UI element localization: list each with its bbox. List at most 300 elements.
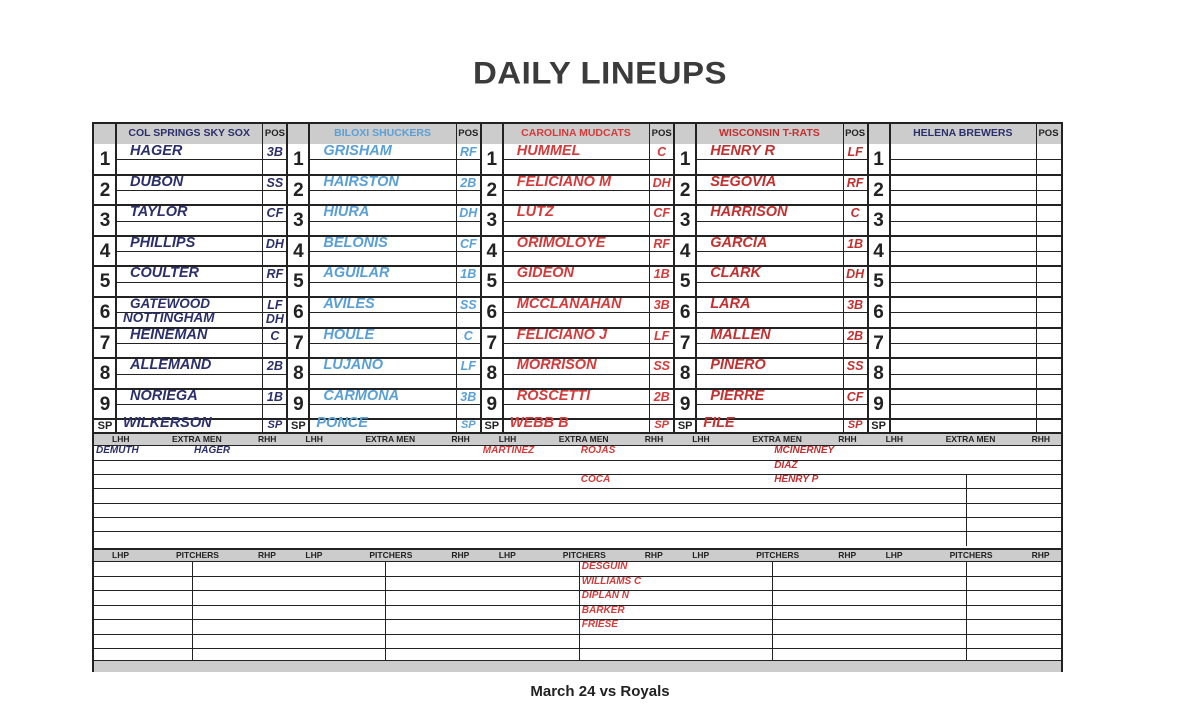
rhp-label: RHP [644,550,663,560]
batting-order-number: 3 [679,210,691,232]
pitchers-row-line [674,590,772,591]
row-half-divider [890,251,1061,252]
extra-men-label: EXTRA MEN [172,434,222,445]
pitchers-row-line [287,605,385,606]
starting-pitcher-name: FILE [703,415,735,432]
player-name: PIERRE [710,387,765,404]
sp-label: SP [871,420,886,433]
lhp-label: LHP [112,550,129,560]
row-half-divider [116,251,287,252]
rhh-label: RHH [258,434,277,445]
player-name: AVILES [323,296,375,312]
pitchers-row-line [868,634,966,635]
player-name: COULTER [130,265,200,282]
rhh-label: RHH [644,434,664,445]
batting-order-number: 6 [293,302,304,323]
extra-man-lhh: MARTINEZ [482,445,535,457]
bottom-line [94,660,1061,661]
player-position-sub: DH [265,312,284,326]
player-position: 2B [847,328,864,343]
pitchers-row-line [674,648,772,649]
player-position: C [270,328,280,343]
pitchers-divider [481,561,674,562]
pitchers-row-line [868,590,966,591]
player-position: C [657,145,667,159]
row-half-divider [890,312,1061,313]
batting-order-number: 8 [293,363,304,385]
lhh-label: LHH [692,434,710,445]
player-position: DH [846,267,865,282]
row-half-divider [309,404,480,405]
player-name: LUJANO [323,357,384,374]
row-divider [94,204,287,206]
sp-label: SP [677,420,693,433]
bottom-band [94,661,1061,672]
player-position: 1B [266,389,283,404]
player-position: 1B [653,267,670,282]
row-half-divider [309,251,480,252]
batting-order-number: 7 [486,332,498,354]
batting-order-number: 3 [99,210,111,232]
pitcher-name: DESGUIN [581,561,628,572]
player-name: ORIMOLOYE [516,234,606,251]
row-half-divider [309,282,480,283]
extra-men-row-line [674,503,867,504]
batting-order-number: 1 [873,149,884,170]
player-name: HEINEMAN [130,326,208,343]
row-half-divider [890,374,1061,375]
batting-order-number: 6 [679,302,691,323]
pitchers-row-line [481,619,579,620]
pitchers-row-line [385,634,480,635]
player-name: NORIEGA [130,387,198,404]
pitchers-row-line [192,590,287,591]
row-divider [868,235,1061,237]
player-position: RF [846,175,864,190]
pitchers-divider [94,561,287,562]
row-half-divider [696,343,867,344]
team-name-header: WISCONSIN T-RATS [719,127,820,139]
player-name: ALLEMAND [130,357,212,374]
extra-men-label: EXTRA MEN [945,434,996,445]
player-position: 1B [460,267,477,282]
rhh-label: RHH [451,434,470,445]
player-name: HIURA [323,204,370,221]
starting-pitcher-pos: SP [654,419,670,432]
extra-men-row-line [94,531,287,532]
player-name: GIDEON [516,265,574,282]
extra-men-row-line [287,460,480,461]
player-position: 3B [266,145,283,159]
player-name: GRISHAM [323,143,392,159]
player-name: MALLEN [710,326,771,343]
pitchers-row-line [674,576,772,577]
extra-men-row-line [94,488,287,489]
extra-men-row-line [674,517,867,518]
row-divider [868,388,1061,390]
pitchers-row-line [674,634,772,635]
extra-men-row-line [287,474,480,475]
player-position: 3B [847,298,864,312]
pitcher-name: BARKER [581,604,625,616]
batting-order-number: 1 [293,149,304,170]
row-half-divider [309,343,480,344]
row-half-divider [890,159,1061,160]
player-name: GARCIA [710,234,768,251]
pitchers-row-line [579,648,674,649]
pos-header: POS [651,128,672,139]
player-position: C [463,328,473,343]
batting-order-number: 4 [679,240,691,262]
pitchers-row-line [192,576,287,577]
extra-men-divider [674,445,867,446]
batting-order-number: 5 [293,271,304,293]
lhh-label: LHH [498,434,517,445]
player-name: HOULE [323,326,375,343]
pitchers-row-line [772,634,867,635]
extra-man: HENRY P [774,474,819,485]
row-divider [287,204,480,206]
starting-pitcher-pos: SP [460,419,476,432]
row-divider [868,174,1061,176]
row-half-divider [116,343,287,344]
extra-man: ROJAS [580,445,616,457]
row-half-divider [503,343,674,344]
pitchers-row-line [192,634,287,635]
player-name: ROSCETTI [516,387,591,404]
pitchers-row-line [674,619,772,620]
player-position: DH [459,206,478,221]
lhp-label: LHP [498,550,516,560]
row-divider [287,327,480,329]
player-name: AGUILAR [323,265,390,282]
player-name: HUMMEL [516,143,581,159]
player-position: LF [460,359,476,374]
pitchers-row-line [481,576,579,577]
pitchers-row-line [966,576,1061,577]
row-half-divider [116,190,287,191]
sp-section-bottom [94,432,1061,434]
pitchers-row-line [287,634,385,635]
player-position: 1B [847,236,864,251]
player-name: DUBON [130,173,184,190]
pitchers-row-line [94,634,192,635]
player-position: CF [653,206,671,221]
batting-order-number: 7 [679,332,691,354]
pitchers-row-line [287,619,385,620]
row-divider [868,296,1061,298]
rhh-label: RHH [1031,434,1051,445]
pitchers-row-line [481,648,579,649]
pitchers-row-line [966,605,1061,606]
lineup-board [92,122,1063,672]
extra-men-row-line [481,503,674,504]
extra-men-row-line [868,474,1061,475]
pitchers-row-line [966,590,1061,591]
player-position: SS [653,359,671,374]
team-name-header: COL SPRINGS SKY SOX [128,127,250,139]
pitchers-row-line [868,576,966,577]
team-name-header: CAROLINA MUDCATS [521,127,631,139]
extra-man-lhh: DEMUTH [96,445,139,457]
row-divider [868,327,1061,329]
row-half-divider [503,374,674,375]
pitchers-row-line [385,590,480,591]
batting-order-number: 5 [99,271,111,293]
pitchers-row-line [966,634,1061,635]
extra-men-row-line [481,460,674,461]
pitchers-row-line [385,605,480,606]
extra-men-row-line [287,503,480,504]
row-half-divider [696,221,867,222]
row-divider [481,204,674,206]
extra-men-row-line [481,531,674,532]
player-name: PHILLIPS [130,234,196,251]
game-date-footer: March 24 vs Royals [530,683,670,700]
row-divider [868,204,1061,206]
batting-order-number: 7 [293,332,304,354]
extra-men-row-line [868,517,1061,518]
player-position: RF [653,236,671,251]
player-position: 2B [460,175,477,190]
pitchers-row-line [385,576,480,577]
lhh-label: LHH [305,434,323,445]
batting-order-number: 3 [873,210,884,232]
batting-order-number: 2 [679,179,691,201]
batting-order-number: 1 [486,149,498,170]
row-half-divider [116,221,287,222]
row-half-divider [116,159,287,160]
pitchers-label: PITCHERS [176,550,219,560]
player-position: SS [266,175,284,190]
pitchers-row-line [481,605,579,606]
rhp-label: RHP [451,550,470,560]
row-divider [674,235,867,237]
row-half-divider [503,282,674,283]
extra-men-row-line [674,474,867,475]
extra-men-row-line [94,460,287,461]
team-name-header: BILOXI SHUCKERS [334,127,431,139]
row-divider [287,357,480,359]
player-name: SEGOVIA [710,173,777,190]
row-half-divider [309,159,480,160]
extra-men-row-line [481,488,674,489]
extra-man: DIAZ [774,459,798,471]
row-half-divider [696,159,867,160]
player-position: SS [459,298,477,312]
player-name-sub: NOTTINGHAM [123,310,215,325]
batting-order-number: 1 [99,149,111,170]
row-divider [94,174,287,176]
pitchers-label: PITCHERS [756,550,800,560]
row-divider [868,265,1061,267]
pitchers-row-line [579,634,674,635]
row-divider [868,418,1061,420]
pitchers-label: PITCHERS [369,550,413,560]
extra-men-row-line [868,488,1061,489]
batting-order-number: 9 [486,393,498,415]
batting-order-number: 9 [99,393,111,415]
starting-pitcher-name: WILKERSON [123,415,212,432]
batting-order-number: 9 [679,393,691,415]
lhh-label: LHH [885,434,904,445]
pitchers-section-top [94,548,1061,550]
row-divider [868,357,1061,359]
batting-order-number: 8 [99,363,111,385]
extra-men-row-line [481,517,674,518]
pitchers-split [772,561,773,661]
row-divider [674,265,867,267]
player-name: HAIRSTON [323,173,399,190]
pitchers-row-line [481,590,579,591]
extra-men-label: EXTRA MEN [752,434,802,445]
extra-man: HAGER [194,445,231,457]
batting-order-number: 8 [873,363,884,385]
pitchers-row-line [94,619,192,620]
batting-order-number: 2 [486,179,498,201]
extra-men-row-line [674,531,867,532]
player-position: SS [846,359,864,374]
pos-header: POS [264,128,285,139]
batting-order-number: 3 [293,210,304,232]
extra-men-row-line [674,460,867,461]
player-position: RF [266,267,284,282]
player-position: LF [654,328,670,343]
batting-order-number: 6 [873,302,884,323]
sp-label: SP [97,420,113,433]
pitchers-row-line [192,648,287,649]
player-name: MORRISON [516,357,597,374]
row-half-divider [696,251,867,252]
player-position: 3B [653,298,670,312]
batting-order-number: 5 [486,271,498,293]
batting-order-number: 2 [873,179,884,201]
batting-order-number: 4 [99,240,111,262]
row-half-divider [890,343,1061,344]
batting-order-number: 6 [486,302,498,323]
row-half-divider [890,221,1061,222]
row-half-divider [696,374,867,375]
pitchers-row-line [94,605,192,606]
batting-order-number: 1 [679,149,691,170]
row-half-divider [503,251,674,252]
extra-men-row-line [287,531,480,532]
pitchers-row-line [674,605,772,606]
row-half-divider [116,282,287,283]
pitchers-row-line [287,648,385,649]
batting-order-number: 5 [873,271,884,293]
rhh-label: RHH [838,434,857,445]
batting-order-number: 5 [679,271,691,293]
pitchers-row-line [287,590,385,591]
extra-men-row-line [868,531,1061,532]
player-position: CF [846,389,864,404]
row-half-divider [890,404,1061,405]
row-half-divider [503,190,674,191]
player-name: TAYLOR [130,204,188,221]
pitchers-row-line [192,605,287,606]
extra-men-row-line [481,474,674,475]
pitchers-row-line [868,648,966,649]
pitchers-row-line [966,648,1061,649]
player-name: FELICIANO M [516,173,612,190]
player-name: LARA [710,296,751,312]
player-name: PINERO [710,357,766,374]
extra-men-row-line [287,488,480,489]
pitchers-split [579,561,580,661]
starting-pitcher-name: PONCE [316,415,368,432]
pitchers-row-line [772,590,867,591]
pitchers-row-line [772,648,867,649]
extra-man: COCA [580,474,611,485]
extra-men-row-line [94,503,287,504]
batting-order-number: 7 [99,332,111,354]
row-half-divider [309,221,480,222]
batting-order-number: 9 [293,393,304,415]
pitchers-split [385,561,386,661]
pitchers-divider [287,561,480,562]
row-divider [674,357,867,359]
player-position: C [850,206,860,221]
pitchers-row-line [772,576,867,577]
player-position: 2B [653,389,670,404]
player-name: HAGER [130,143,183,159]
row-half-divider [503,159,674,160]
row-half-divider [696,404,867,405]
rhp-label: RHP [838,550,857,560]
player-position: LF [267,298,283,312]
row-half-divider [503,404,674,405]
lhp-label: LHP [692,550,710,560]
player-name: HARRISON [710,204,788,221]
starting-pitcher-pos: SP [847,419,863,432]
extra-men-divider [287,445,480,446]
row-half-divider [116,374,287,375]
lhh-label: LHH [112,434,130,445]
pitchers-split [192,561,193,661]
player-name: HENRY R [710,143,775,159]
pitchers-divider [868,561,1061,562]
player-name: GATEWOOD [130,296,210,311]
lhp-label: LHP [885,550,903,560]
row-half-divider [696,190,867,191]
player-position: CF [459,236,477,251]
row-divider [481,265,674,267]
batting-order-number: 9 [873,393,884,415]
pitcher-name: FRIESE [581,619,618,630]
row-half-divider [309,190,480,191]
row-half-divider [890,282,1061,283]
pos-header: POS [1038,128,1059,139]
extra-men-row-line [868,460,1061,461]
extra-men-row-line [94,474,287,475]
player-name: LUTZ [516,204,554,221]
batting-order-number: 4 [873,240,884,262]
extra-men-label: EXTRA MEN [365,434,416,445]
player-name: CARMONA [323,387,400,404]
pitchers-row-line [966,619,1061,620]
sp-label: SP [484,420,500,433]
starting-pitcher-pos: SP [267,419,283,432]
row-half-divider [309,312,480,313]
row-half-divider [890,190,1061,191]
batting-order-number: 7 [873,332,884,354]
row-half-divider [116,404,287,405]
player-position: CF [266,206,284,221]
extra-men-split [966,474,967,546]
player-position: DH [652,175,671,190]
pitchers-divider [674,561,867,562]
